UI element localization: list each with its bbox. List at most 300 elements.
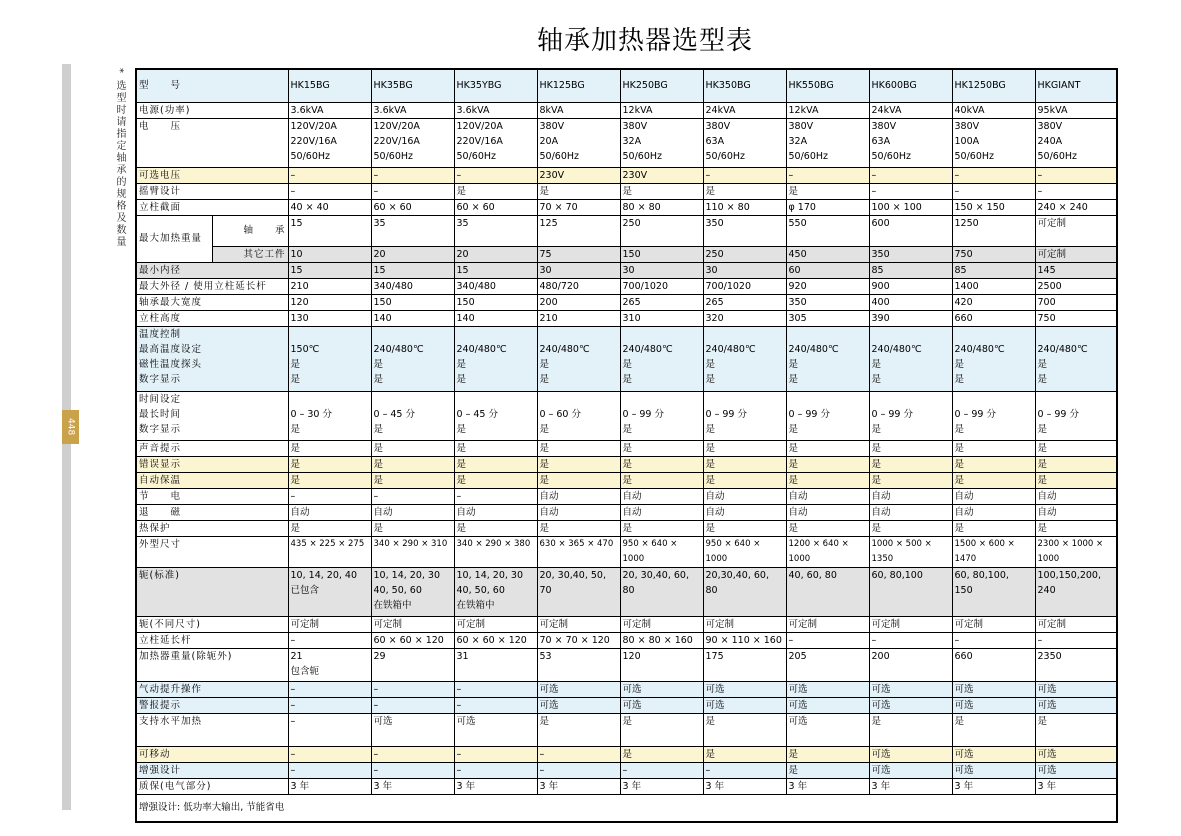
table-cell: – [288,183,371,199]
table-cell: 120V/20A 220V/16A 50/60Hz [454,118,537,167]
table-row [136,536,1117,567]
table-cell: 660 [952,310,1035,326]
row-label: 错误显示 [136,456,288,472]
table-cell: 可选 [869,681,952,697]
table-cell: 可选 [786,697,869,713]
table-cell: HK350BG [703,69,786,102]
table-cell: 110 × 80 [703,199,786,215]
table-cell: 60 [786,262,869,278]
table-cell: 是 [869,456,952,472]
table-cell: – [371,746,454,762]
table-row [136,681,1117,697]
table-cell: 是 [537,713,620,746]
table-cell: – [1035,183,1117,199]
row-label: 轭(不同尺寸) [136,616,288,632]
table-cell: 自动 [1035,504,1117,520]
table-cell: 可选 [786,713,869,746]
page-title: 轴承加热器选型表 [536,26,753,56]
table-cell: – [371,681,454,697]
table-row [136,488,1117,504]
table-cell: 435 × 225 × 275 [288,536,371,567]
table-cell: 30 [620,262,703,278]
table-cell: 自动 [454,504,537,520]
table-cell: 600 [869,215,952,246]
table-cell: 是 [786,440,869,456]
table-cell: 3 年 [288,778,371,794]
table-cell: 1250 [952,215,1035,246]
table-cell: 是 [454,472,537,488]
table-row [136,697,1117,713]
table-cell: 自动 [371,504,454,520]
table-cell: 700/1020 [703,278,786,294]
table-cell: 可选 [537,681,620,697]
table-cell: 是 [620,456,703,472]
row-label: 最大外径 / 使用立柱延长杆 [136,278,288,294]
row-label: 温度控制 最高温度设定 磁性温度探头 数字显示 [136,326,288,391]
table-cell: 12kVA [620,102,703,118]
table-cell: 是 [1035,456,1117,472]
table-cell: 是 [454,183,537,199]
table-cell: 200 [537,294,620,310]
table-cell: 90 × 110 × 160 [703,632,786,648]
table-row [136,69,1117,102]
table-row [136,567,1117,616]
table-cell: 15 [288,262,371,278]
table-cell: 240/480℃ 是 是 [1035,326,1117,391]
table-cell: 240/480℃ 是 是 [371,326,454,391]
table-cell: – [371,488,454,504]
table-cell: 240/480℃ 是 是 [620,326,703,391]
table-cell: – [952,183,1035,199]
table-cell: – [703,167,786,183]
table-cell: 是 [952,440,1035,456]
table-cell: 可定制 [1035,616,1117,632]
table-cell: 60 × 60 [371,199,454,215]
table-cell: 21 包含轭 [288,648,371,681]
table-cell: 100,150,200, 240 [1035,567,1117,616]
table-cell: 230V [620,167,703,183]
table-cell: 450 [786,246,869,262]
table-cell: 是 [703,746,786,762]
table-row [136,778,1117,794]
table-row [136,391,1117,440]
table-cell: 130 [288,310,371,326]
table-cell: 自动 [952,488,1035,504]
table-cell: 是 [703,520,786,536]
row-label: 声音提示 [136,440,288,456]
table-cell: 340/480 [371,278,454,294]
row-label: 电 压 [136,118,288,167]
row-sublabel: 其它工件 [212,246,288,262]
row-label: 热保护 [136,520,288,536]
table-cell: 是 [952,520,1035,536]
table-cell: 15 [454,262,537,278]
table-cell: 自动 [1035,488,1117,504]
table-cell: 0 – 99 分 是 [620,391,703,440]
table-cell: 0 – 99 分 是 [952,391,1035,440]
table-cell: 390 [869,310,952,326]
table-cell: 20 [454,246,537,262]
table-cell: 31 [454,648,537,681]
table-cell: 320 [703,310,786,326]
table-cell: 自动 [288,504,371,520]
table-cell: 是 [371,520,454,536]
table-cell: 3.6kVA [288,102,371,118]
page-number: 448 [65,418,76,436]
row-label: 型 号 [136,69,288,102]
table-row [136,616,1117,632]
table-cell: 20, 30,40, 50, 70 [537,567,620,616]
table-cell: 120V/20A 220V/16A 50/60Hz [371,118,454,167]
table-cell: HK15BG [288,69,371,102]
table-cell: 是 [869,472,952,488]
table-cell: 是 [620,440,703,456]
table-cell: 3 年 [454,778,537,794]
table-cell: 53 [537,648,620,681]
row-label: 可移动 [136,746,288,762]
table-cell: 230V [537,167,620,183]
footnote-row [136,794,1117,822]
table-cell: 340 × 290 × 310 [371,536,454,567]
table-cell: 0 – 45 分 是 [454,391,537,440]
table-cell: 140 [371,310,454,326]
table-cell: 75 [537,246,620,262]
table-cell: 可选 [952,681,1035,697]
table-cell: 是 [620,746,703,762]
table-cell: 920 [786,278,869,294]
table-cell: – [869,183,952,199]
row-label: 气动提升操作 [136,681,288,697]
table-cell: 210 [288,278,371,294]
table-cell: 0 – 60 分 是 [537,391,620,440]
table-cell: 85 [869,262,952,278]
table-row [136,246,1117,262]
table-row [136,632,1117,648]
table-cell: 是 [869,713,952,746]
table-cell: 自动 [786,504,869,520]
table-cell: 3 年 [952,778,1035,794]
table-cell: 20 [371,246,454,262]
table-cell: 自动 [786,488,869,504]
table-cell: 可定制 [288,616,371,632]
table-cell: HK550BG [786,69,869,102]
table-cell: 1400 [952,278,1035,294]
side-note: * 选型时请指定轴承的规格及数量 [114,68,125,249]
table-cell: 1000 × 500 × 1350 [869,536,952,567]
table-row [136,713,1117,746]
table-cell: – [454,681,537,697]
table-cell: 380V 32A 50/60Hz [786,118,869,167]
table-cell: 是 [703,456,786,472]
table-cell: – [537,762,620,778]
table-cell: 可选 [869,746,952,762]
table-cell: 是 [537,440,620,456]
table-cell: – [786,632,869,648]
row-label: 轴承最大宽度 [136,294,288,310]
table-cell: 是 [288,520,371,536]
row-label: 质保(电气部分) [136,778,288,794]
table-cell: – [952,167,1035,183]
table-row [136,648,1117,681]
table-cell: 150 × 150 [952,199,1035,215]
row-sublabel: 轴 承 [212,215,288,246]
table-cell: 自动 [703,488,786,504]
table-cell: 240 × 240 [1035,199,1117,215]
table-cell: – [371,697,454,713]
table-cell: 85 [952,262,1035,278]
table-cell: – [288,746,371,762]
table-row [136,310,1117,326]
table-cell: 60 × 60 [454,199,537,215]
table-row [136,167,1117,183]
table-cell: 700 [1035,294,1117,310]
table-cell: 140 [454,310,537,326]
table-cell: – [1035,632,1117,648]
table-cell: 240/480℃ 是 是 [454,326,537,391]
table-row [136,456,1117,472]
table-cell: 420 [952,294,1035,310]
table-cell: 是 [620,520,703,536]
table-cell: 可选 [786,681,869,697]
footnote: 增强设计: 低功率大输出, 节能省电 [136,794,1117,822]
table-cell: 是 [869,440,952,456]
table-cell: – [454,167,537,183]
table-row [136,746,1117,762]
table-cell: 可定制 [1035,246,1117,262]
table-cell: 0 – 99 分 是 [703,391,786,440]
table-cell: 3 年 [1035,778,1117,794]
row-label: 立柱延长杆 [136,632,288,648]
table-cell: 2300 × 1000 × 1000 [1035,536,1117,567]
table-row [136,215,1117,246]
table-cell: 是 [786,183,869,199]
table-cell: 60, 80,100 [869,567,952,616]
table-cell: 10, 14, 20, 40 已包含 [288,567,371,616]
spec-table [135,68,1118,823]
table-cell: 可选 [703,681,786,697]
table-cell: 350 [786,294,869,310]
table-cell: – [288,713,371,746]
table-cell: 3 年 [869,778,952,794]
table-cell: 80 × 80 [620,199,703,215]
row-label: 外型尺寸 [136,536,288,567]
table-cell: 550 [786,215,869,246]
table-cell: – [371,183,454,199]
table-cell: HKGIANT [1035,69,1117,102]
table-cell: 可定制 [620,616,703,632]
table-cell: 是 [786,472,869,488]
table-cell: 40kVA [952,102,1035,118]
table-cell: 480/720 [537,278,620,294]
table-cell: 自动 [869,504,952,520]
table-row [136,102,1117,118]
table-cell: 630 × 365 × 470 [537,536,620,567]
table-row [136,504,1117,520]
table-cell: 是 [703,440,786,456]
table-cell: 10 [288,246,371,262]
table-cell: 70 × 70 [537,199,620,215]
table-row [136,520,1117,536]
table-cell: 120 [620,648,703,681]
table-cell: 是 [288,456,371,472]
table-cell: HK600BG [869,69,952,102]
row-label: 最大加热重量 [136,215,212,262]
table-cell: 是 [537,456,620,472]
table-cell: 是 [703,472,786,488]
table-cell: 3 年 [786,778,869,794]
table-cell: 175 [703,648,786,681]
table-cell: 可选 [371,713,454,746]
table-cell: 200 [869,648,952,681]
table-cell: – [288,167,371,183]
table-cell: 0 – 99 分 是 [786,391,869,440]
table-cell: – [288,632,371,648]
row-label: 轭(标准) [136,567,288,616]
table-cell: 15 [371,262,454,278]
row-label: 最小内径 [136,262,288,278]
table-cell: 是 [288,472,371,488]
table-cell: 265 [620,294,703,310]
table-cell: 0 – 30 分 是 [288,391,371,440]
table-cell: 12kVA [786,102,869,118]
table-cell: 是 [786,762,869,778]
row-label: 摇臂设计 [136,183,288,199]
table-cell: 40, 60, 80 [786,567,869,616]
table-cell: 是 [703,183,786,199]
table-cell: 265 [703,294,786,310]
table-cell: 60 × 60 × 120 [371,632,454,648]
table-cell: 145 [1035,262,1117,278]
table-cell: 20, 30,40, 60, 80 [620,567,703,616]
row-label: 立柱截面 [136,199,288,215]
table-cell: – [288,681,371,697]
table-cell: 70 × 70 × 120 [537,632,620,648]
table-cell: – [1035,167,1117,183]
table-row [136,199,1117,215]
table-cell: 400 [869,294,952,310]
table-cell: φ 170 [786,199,869,215]
table-cell: – [288,488,371,504]
table-cell: 自动 [703,504,786,520]
table-cell: 可选 [620,681,703,697]
table-cell: 自动 [952,504,1035,520]
table-cell: 250 [620,215,703,246]
table-cell: 是 [454,456,537,472]
table-cell: 是 [620,713,703,746]
table-cell: – [869,167,952,183]
table-cell: 是 [371,440,454,456]
table-cell: 20,30,40, 60, 80 [703,567,786,616]
table-cell: 是 [952,713,1035,746]
table-cell: 3 年 [537,778,620,794]
table-cell: 可定制 [786,616,869,632]
table-cell: 可选 [1035,681,1117,697]
row-label: 支持水平加热 [136,713,288,746]
table-cell: 可定制 [537,616,620,632]
table-cell: 29 [371,648,454,681]
table-cell: 310 [620,310,703,326]
table-cell: 是 [786,456,869,472]
table-cell: 是 [620,472,703,488]
table-row [136,183,1117,199]
table-row [136,472,1117,488]
table-cell: 可选 [1035,762,1117,778]
table-cell: 340 × 290 × 380 [454,536,537,567]
table-cell: 是 [786,746,869,762]
table-cell: 0 – 99 分 是 [1035,391,1117,440]
table-cell: 3 年 [703,778,786,794]
table-row [136,278,1117,294]
table-cell: – [952,632,1035,648]
table-cell: 900 [869,278,952,294]
table-row [136,118,1117,167]
table-cell: 24kVA [869,102,952,118]
table-cell: – [454,488,537,504]
row-label: 加热器重量(除轭外) [136,648,288,681]
table-cell: 是 [869,520,952,536]
table-cell: – [288,762,371,778]
table-cell: 700/1020 [620,278,703,294]
table-cell: 3.6kVA [454,102,537,118]
table-cell: 0 – 99 分 是 [869,391,952,440]
table-cell: 240/480℃ 是 是 [537,326,620,391]
table-cell: 自动 [620,488,703,504]
row-label: 节 电 [136,488,288,504]
table-cell: HK125BG [537,69,620,102]
table-cell: 可定制 [454,616,537,632]
row-label: 电源(功率) [136,102,288,118]
table-cell: 是 [952,456,1035,472]
table-cell: – [454,746,537,762]
table-cell: 205 [786,648,869,681]
table-cell: 100 × 100 [869,199,952,215]
table-cell: – [786,167,869,183]
table-cell: HK35BG [371,69,454,102]
table-cell: 950 × 640 × 1000 [620,536,703,567]
table-cell: 可定制 [869,616,952,632]
table-cell: 是 [1035,713,1117,746]
table-cell: 15 [288,215,371,246]
table-cell: 是 [1035,520,1117,536]
table-cell: 380V 240A 50/60Hz [1035,118,1117,167]
table-cell: 是 [288,440,371,456]
table-cell: 可选 [952,746,1035,762]
table-cell: 可选 [454,713,537,746]
table-cell: 80 × 80 × 160 [620,632,703,648]
table-cell: 35 [454,215,537,246]
table-cell: – [371,762,454,778]
table-cell: 380V 63A 50/60Hz [703,118,786,167]
table-cell: 380V 20A 50/60Hz [537,118,620,167]
table-cell: 95kVA [1035,102,1117,118]
table-cell: 30 [537,262,620,278]
table-cell: 是 [537,183,620,199]
table-cell: 950 × 640 × 1000 [703,536,786,567]
table-cell: 3 年 [371,778,454,794]
table-cell: 可选 [703,697,786,713]
table-cell: 可定制 [703,616,786,632]
table-cell: 60 × 60 × 120 [454,632,537,648]
table-cell: 380V 63A 50/60Hz [869,118,952,167]
table-row [136,262,1117,278]
table-cell: 125 [537,215,620,246]
table-cell: 3.6kVA [371,102,454,118]
table-row [136,762,1117,778]
table-cell: 120V/20A 220V/16A 50/60Hz [288,118,371,167]
table-row [136,440,1117,456]
table-cell: 是 [371,456,454,472]
table-cell: 是 [786,520,869,536]
